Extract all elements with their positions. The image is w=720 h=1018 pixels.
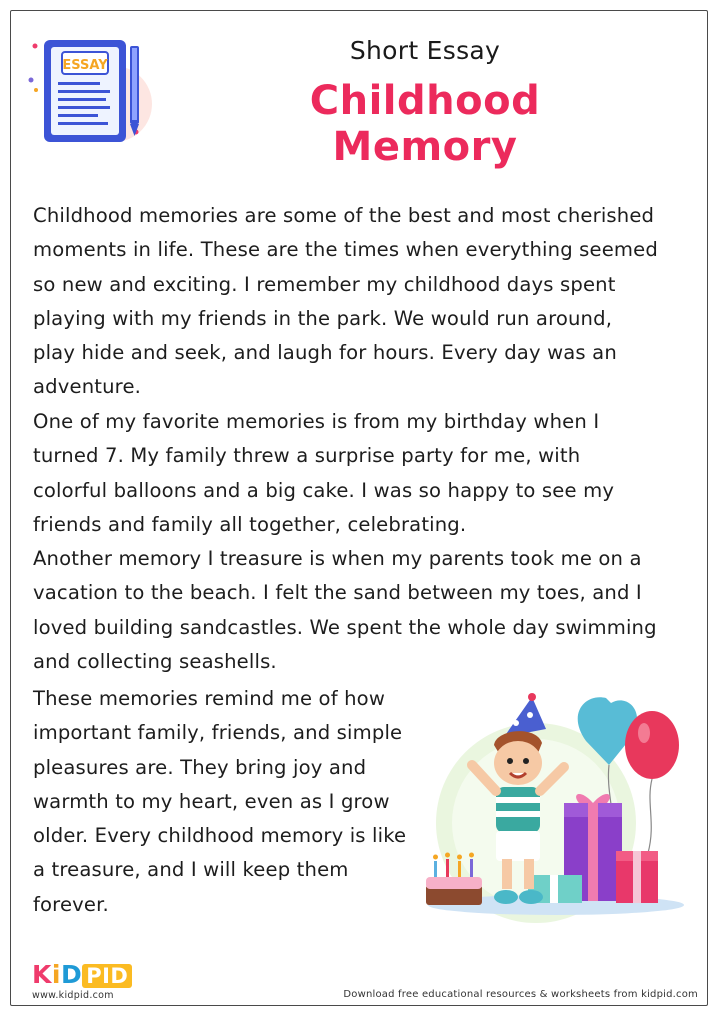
text-line: turned 7. My family threw a surprise party for me, with xyxy=(33,444,581,468)
text-line: These memories remind me of how xyxy=(33,687,385,710)
birthday-illustration xyxy=(416,693,701,933)
text-line: Another memory I treasure is when my parents took me on a xyxy=(33,547,642,570)
text-line: older. Every childhood memory is like xyxy=(33,824,407,848)
text-line: so new and exciting. I remember my childhood days spent xyxy=(33,272,616,296)
logo-url: www.kidpid.com xyxy=(32,990,114,1001)
text-line: and collecting seashells. xyxy=(33,649,277,673)
text-line: loved building sandcastles. We spent the whole day swimming xyxy=(33,615,657,639)
gift-box-icon xyxy=(616,851,658,903)
logo-wordmark: KiD PID xyxy=(32,962,132,989)
text-line: vacation to the beach. I felt the sand between my toes, and I xyxy=(33,581,642,605)
text-line: important family, friends, and simple xyxy=(33,721,403,745)
text-line: moments in life. These are the times when everything seemed xyxy=(33,238,658,262)
essay-paragraph-4 xyxy=(33,682,406,922)
text-line: pleasures are. They bring joy and xyxy=(33,755,367,779)
essay-paragraph-3 xyxy=(33,542,657,679)
text-line: warmth to my heart, even as I grow xyxy=(33,789,390,813)
text-line: play hide and seek, and laugh for hours. Every day was an xyxy=(33,341,617,365)
essay-paragraph-1 xyxy=(33,199,658,405)
text-line: colorful balloons and a big cake. I was so happy to see my xyxy=(33,478,615,502)
text-line: forever. xyxy=(33,892,109,916)
text-line: friends and family all together, celebrating. xyxy=(33,512,467,536)
essay-title: Childhood Memory xyxy=(309,78,541,170)
text-line: a treasure, and I will keep them xyxy=(33,858,349,882)
essay-paragraph-2 xyxy=(33,405,614,542)
essay-subtitle: Short Essay xyxy=(349,36,501,65)
essay-clipboard-icon xyxy=(26,36,156,148)
kidpid-logo xyxy=(32,962,132,1001)
text-line: Childhood memories are some of the best and most cherished xyxy=(33,204,655,227)
text-line: One of my favorite memories is from my birthday when I xyxy=(33,410,600,433)
text-line: adventure. xyxy=(33,375,142,399)
essay-icon-label: ESSAY xyxy=(62,58,108,73)
text-line: playing with my friends in the park. We would run around, xyxy=(33,306,613,330)
footer-note: Download free educational resources & worksheets from kidpid.com xyxy=(343,989,698,1000)
